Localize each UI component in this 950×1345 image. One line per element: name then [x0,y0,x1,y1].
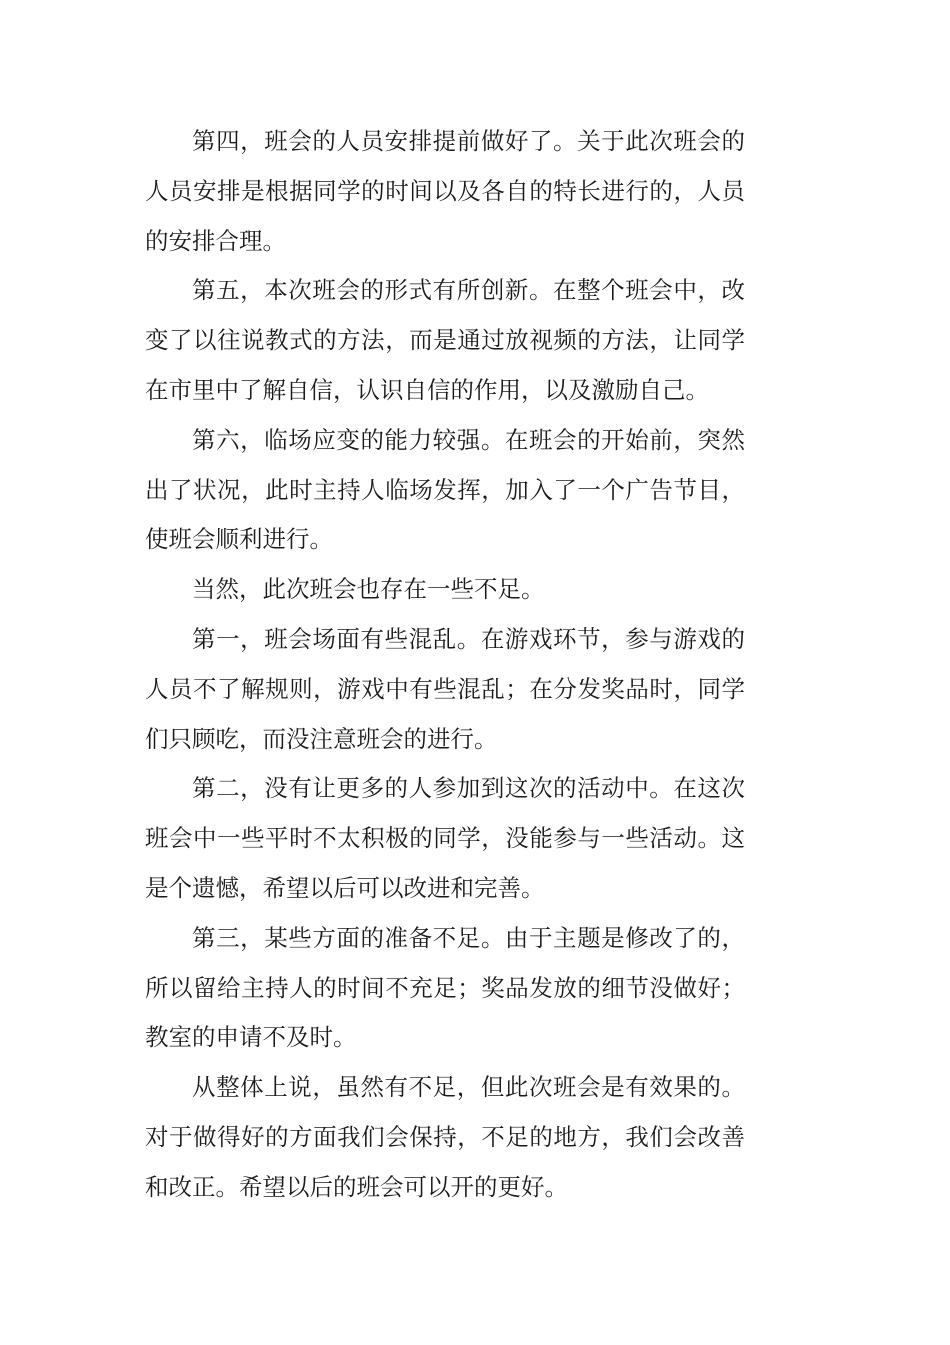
document-body [145,117,745,1213]
paragraph-4: 第四，班会的人员安排提前做好了。关于此次班会的人员安排是根据同学的时间以及各自的特长进行的，人员的安排合理。 [145,127,745,255]
paragraph-6: 第六，临场应变的能力较强。在班会的开始前，突然出了状况，此时主持人临场发挥，加入了一个广告节目，使班会顺利进行。 [145,425,745,554]
paragraph-conclusion: 从整体上说，虽然有不足，但此次班会是有效果的。对于做得好的方面我们会保持，不足的地方，我们会改善和改正。希望以后的班会可以开的更好。 [145,1073,745,1201]
paragraph-5: 第五，本次班会的形式有所创新。在整个班会中，改变了以往说教式的方法，而是通过放视频的方法，让同学在市里中了解自信，认识自信的作用，以及激励自己。 [145,276,745,404]
paragraph-shortcoming-3: 第三，某些方面的准备不足。由于主题是修改了的，所以留给主持人的时间不充足；奖品发放的细节没做好；教室的申请不及时。 [145,923,745,1052]
paragraph-shortcoming-2: 第二，没有让更多的人参加到这次的活动中。在这次班会中一些平时不太积极的同学，没能参与一些活动。这是个遗憾，希望以后可以改进和完善。 [145,774,745,902]
paragraph-shortcomings-intro: 当然，此次班会也存在一些不足。 [192,575,545,604]
paragraph-shortcoming-1: 第一，班会场面有些混乱。在游戏环节，参与游戏的人员不了解规则，游戏中有些混乱；在分发奖品时，同学们只顾吃，而没注意班会的进行。 [145,624,745,753]
